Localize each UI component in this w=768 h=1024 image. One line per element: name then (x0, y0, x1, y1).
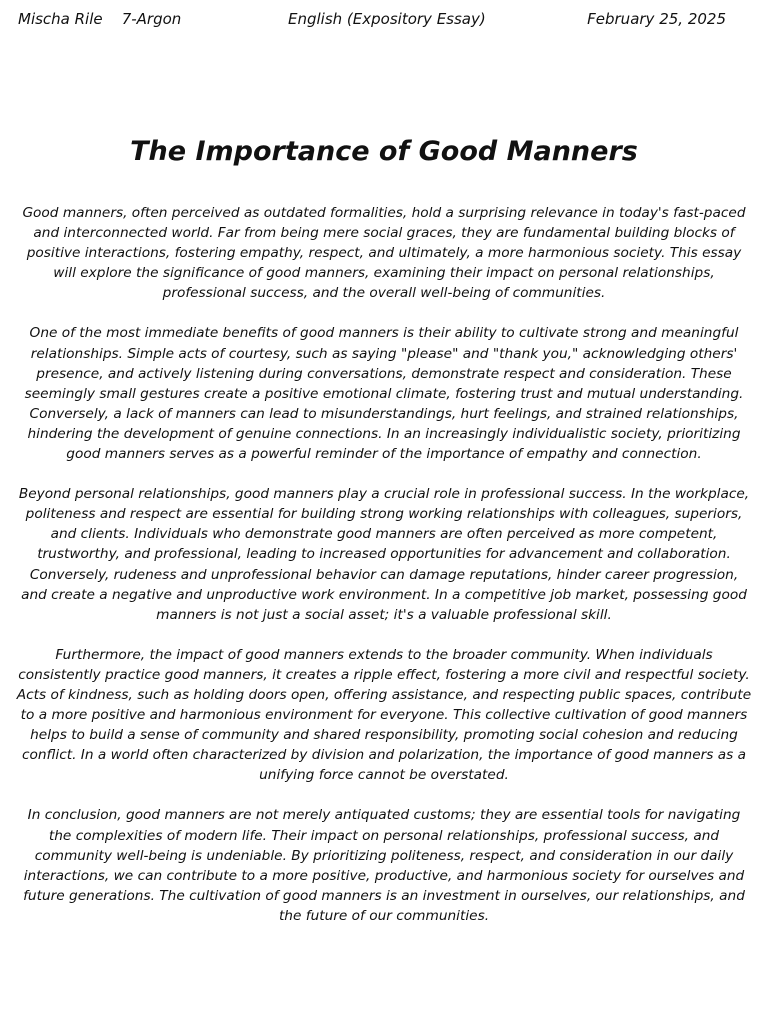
paragraph-conclusion: In conclusion, good manners are not merely antiquated customs; they are essential tools for navigating the complexities of modern life. Their impact on personal relationships, professional success, and community well-being is undeniable. By prioritizing politeness, respect, and consideration in our daily interactions, we can contribute to a more positive, productive, and harmonious society for ourselves and future generations. The cultivation of good manners is an investment in ourselves, our relationships, and the future of our communities. (23, 807, 745, 924)
author-name: Mischa Rile (18, 10, 103, 28)
essay-title: The Importance of Good Manners (130, 136, 638, 167)
course-name: English (Expository Essay) (288, 10, 486, 28)
document-date: February 25, 2025 (587, 10, 726, 28)
author-line (18, 9, 181, 29)
paragraph-professional: Beyond personal relationships, good manners play a crucial role in professional success. In the workplace, politeness and respect are essential for building strong working relationships with colleagues, superiors, and clients. Individuals who demonstrate good manners are often perceived as more competent, trustworthy, and professional, leading to increased opportunities for advancement and collaboration. Conversely, rudeness and unprofessional behavior can damage reputations, hinder career progression, and create a negative and unproductive work environment. In a competitive job market, possessing good manners is not just a social asset; it's a valuable professional skill. (18, 486, 750, 623)
paragraph-introduction: Good manners, often perceived as outdated formalities, hold a surprising relevance in today's fast-paced and interconnected world. Far from being mere social graces, they are fundamental building blocks of positive interactions, fostering empathy, respect, and ultimately, a more harmonious society. This essay will explore the significance of good manners, examining their impact on personal relationships, professional success, and the overall well-being of communities. (22, 205, 746, 302)
class-section: 7-Argon (121, 10, 182, 28)
paragraph-relationships: One of the most immediate benefits of good manners is their ability to cultivate strong and meaningful relationships. Simple acts of courtesy, such as saying "please" and "thank you," acknowledging others' presence, and actively listening during conversations, demonstrate respect and consideration. These seemingly small gestures create a positive emotional climate, fostering trust and mutual understanding. Conversely, a lack of manners can lead to misunderstandings, hurt feelings, and strained relationships, hindering the development of genuine connections. In an increasingly individualistic society, prioritizing good manners serves as a powerful reminder of the importance of empathy and connection. (24, 325, 744, 463)
paragraph-community: Furthermore, the impact of good manners extends to the broader community. When individuals consistently practice good manners, it creates a ripple effect, fostering a more civil and respectful society. Acts of kindness, such as holding doors open, offering assistance, and respecting public spaces, contribute to a more positive and harmonious environment for everyone. This collective cultivation of good manners helps to build a sense of community and shared responsibility, promoting social cohesion and reducing conflict. In a world often characterized by division and polarization, the importance of good manners as a unifying force cannot be overstated. (16, 646, 752, 784)
essay-body (16, 203, 752, 946)
document-header (18, 9, 750, 29)
